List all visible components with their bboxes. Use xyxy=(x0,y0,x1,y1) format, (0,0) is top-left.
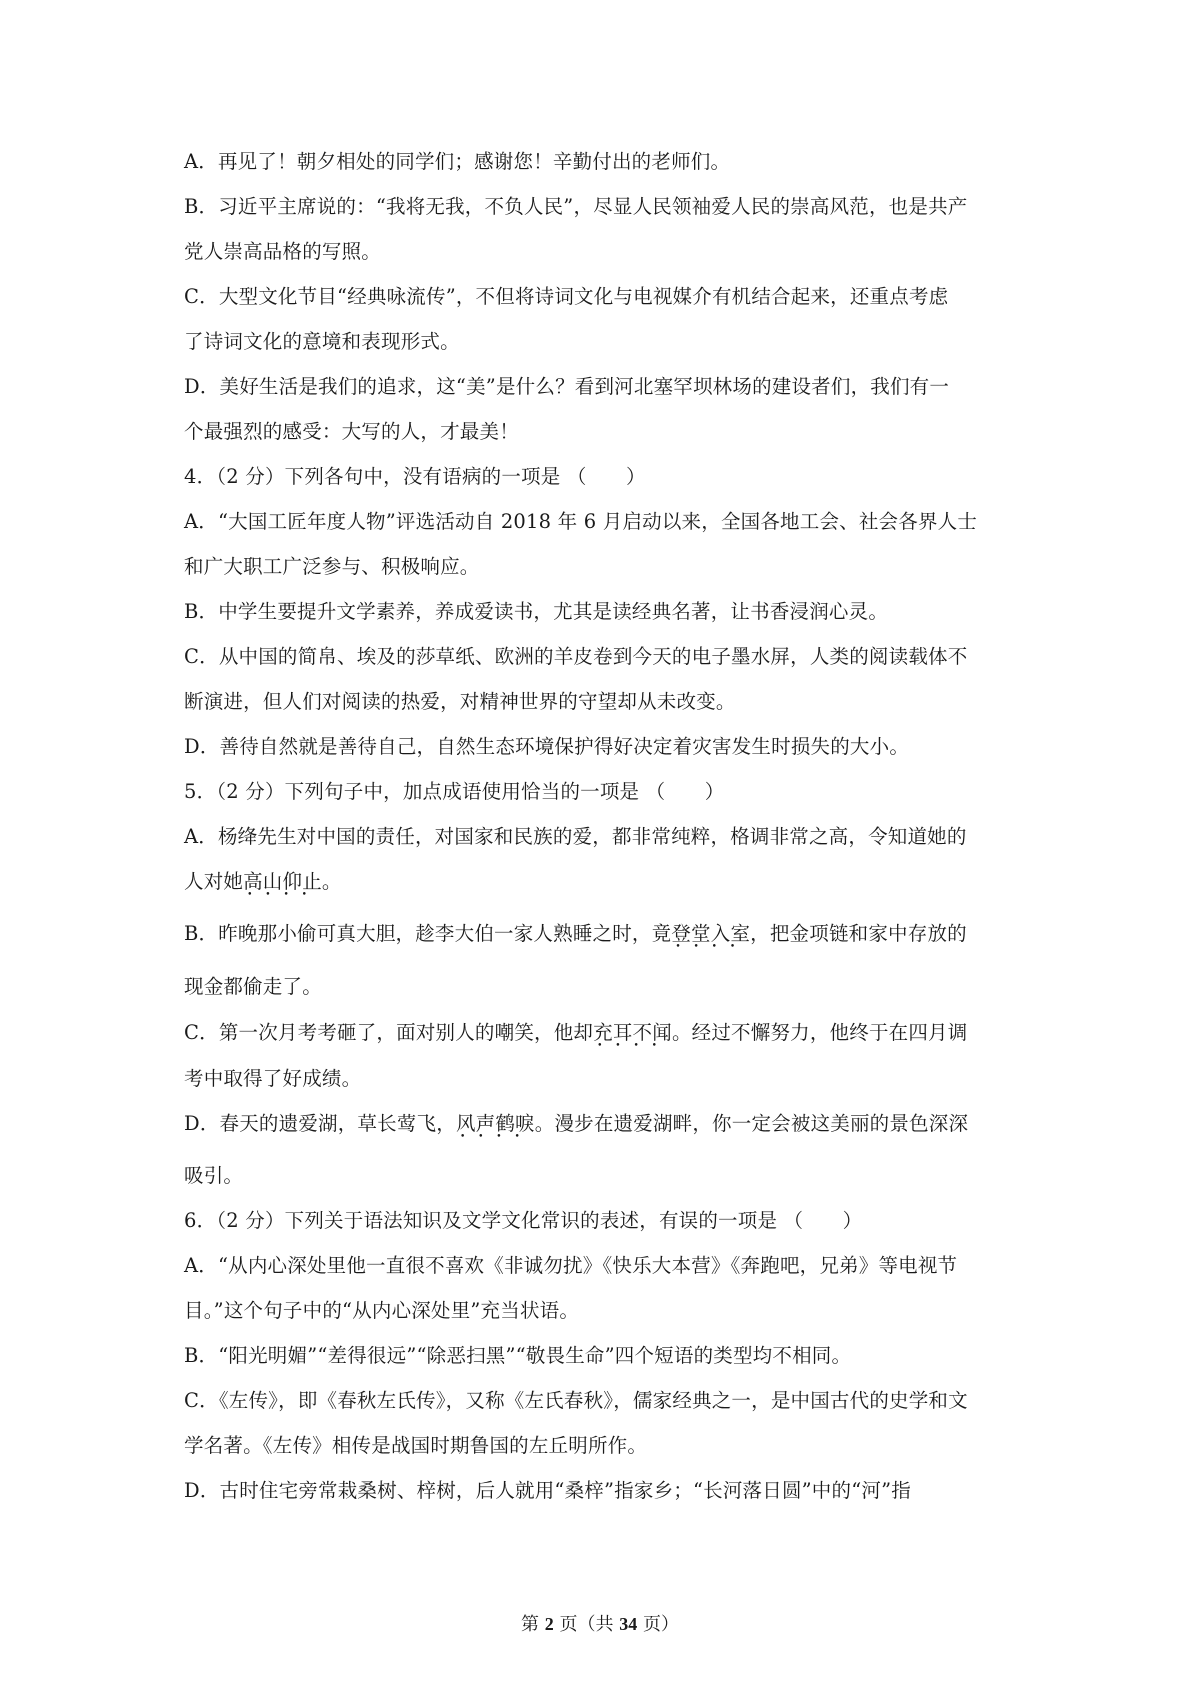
q6-option-c-line1: C．《左传》，即《春秋左氏传》，又称《左氏春秋》，儒家经典之一，是中国古代的史学和文 xyxy=(184,1389,968,1412)
q5-option-d-line1 xyxy=(184,1108,968,1136)
q4-option-a-line2: 和广大职工广泛参与、积极响应。 xyxy=(184,555,480,578)
q3-option-d-line1: D．美好生活是我们的追求，这“美”是什么？看到河北塞罕坝林场的建设者们，我们有一 xyxy=(184,375,950,398)
footer-suffix: 页） xyxy=(637,1614,679,1635)
q4-option-c-line2: 断演进，但人们对阅读的热爱，对精神世界的守望却从未改变。 xyxy=(184,690,736,713)
q5-option-a-line2 xyxy=(184,866,342,894)
text-span: 人对她 xyxy=(184,870,244,893)
q3-option-c-line2: 了诗词文化的意境和表现形式。 xyxy=(184,330,460,353)
q4-option-d: D．善待自然就是善待自己，自然生态环境保护得好决定着灾害发生时损失的大小。 xyxy=(184,735,910,758)
q3-option-a: A．再见了！朝夕相处的同学们；感谢您！辛勤付出的老师们。 xyxy=(184,150,731,173)
q3-option-b-line1: B．习近平主席说的：“我将无我，不负人民”，尽显人民领袖爱人民的崇高风范，也是共产 xyxy=(184,195,968,218)
emphasized-idiom: 高山仰止 • • • • xyxy=(243,866,322,894)
q5-option-b-line1 xyxy=(184,918,967,946)
q6-option-a-line1: A．“从内心深处里他一直很不喜欢《非诚勿扰》《快乐大本营》《奔跑吧，兄弟》等电视节 xyxy=(184,1254,958,1277)
total-pages: 34 xyxy=(619,1614,638,1634)
text-span: 。 xyxy=(321,870,342,893)
text-span: D．春天的遗爱湖，草长莺飞， xyxy=(184,1112,456,1135)
q3-option-d-line2: 个最强烈的感受：大写的人，才最美！ xyxy=(184,420,519,443)
footer-prefix: 第 xyxy=(521,1614,545,1635)
q4-option-a-line1: A．“大国工匠年度人物”评选活动自 2018 年 6 月启动以来，全国各地工会、社会各界人士 xyxy=(184,510,978,533)
text-span: ，把金项链和家中存放的 xyxy=(750,922,967,945)
q3-option-b-line2: 党人崇高品格的写照。 xyxy=(184,240,382,263)
q6-option-d-line1: D．古时住宅旁常栽桑树、梓树，后人就用“桑梓”指家乡；“长河落日圆”中的“河”指 xyxy=(184,1479,911,1502)
text-span: B．昨晚那小偷可真大胆，趁李大伯一家人熟睡之时，竟 xyxy=(184,922,672,945)
emphasized-idiom: 风声鹤唳 • • • • xyxy=(456,1108,535,1136)
text-span: C．第一次月考考砸了，面对别人的嘲笑，他却 xyxy=(184,1021,594,1044)
q6-option-a-line2: 目。”这个句子中的“从内心深处里”充当状语。 xyxy=(184,1299,580,1322)
page-number: 2 xyxy=(544,1614,554,1634)
q4-stem: 4．（2 分）下列各句中，没有语病的一项是 （ ） xyxy=(184,465,646,488)
q4-option-b: B．中学生要提升文学素养，养成爱读书，尤其是读经典名著，让书香浸润心灵。 xyxy=(184,600,889,623)
q6-stem: 6．（2 分）下列关于语法知识及文学文化常识的表述，有误的一项是 （ ） xyxy=(184,1209,863,1232)
q4-option-c-line1: C．从中国的简帛、埃及的莎草纸、欧洲的羊皮卷到今天的电子墨水屏，人类的阅读载体不 xyxy=(184,645,968,668)
footer-middle: 页（共 xyxy=(553,1614,620,1635)
emphasized-idiom: 充耳不闻 • • • • xyxy=(593,1017,672,1045)
q5-option-a-line1: A．杨绛先生对中国的责任，对国家和民族的爱，都非常纯粹，格调非常之高，令知道她的 xyxy=(184,825,967,848)
q5-option-c-line1 xyxy=(184,1017,967,1045)
text-span: 。经过不懈努力，他终于在四月调 xyxy=(671,1021,968,1044)
q3-option-c-line1: C．大型文化节目“经典咏流传”，不但将诗词文化与电视媒介有机结合起来，还重点考虑 xyxy=(184,285,949,308)
emphasized-idiom: 登堂入室 • • • • xyxy=(671,918,750,946)
q6-option-c-line2: 学名著。《左传》相传是战国时期鲁国的左丘明所作。 xyxy=(184,1434,648,1457)
page-footer xyxy=(0,1610,1200,1636)
q5-option-c-line2: 考中取得了好成绩。 xyxy=(184,1067,362,1090)
text-span: 。漫步在遗爱湖畔，你一定会被这美丽的景色深深 xyxy=(534,1112,969,1135)
q5-option-d-line2: 吸引。 xyxy=(184,1164,244,1187)
q5-stem: 5．（2 分）下列句子中，加点成语使用恰当的一项是 （ ） xyxy=(184,780,725,803)
q5-option-b-line2: 现金都偷走了。 xyxy=(184,975,322,998)
q6-option-b: B．“阳光明媚”“差得很远”“除恶扫黑”“敬畏生命”四个短语的类型均不相同。 xyxy=(184,1344,852,1367)
